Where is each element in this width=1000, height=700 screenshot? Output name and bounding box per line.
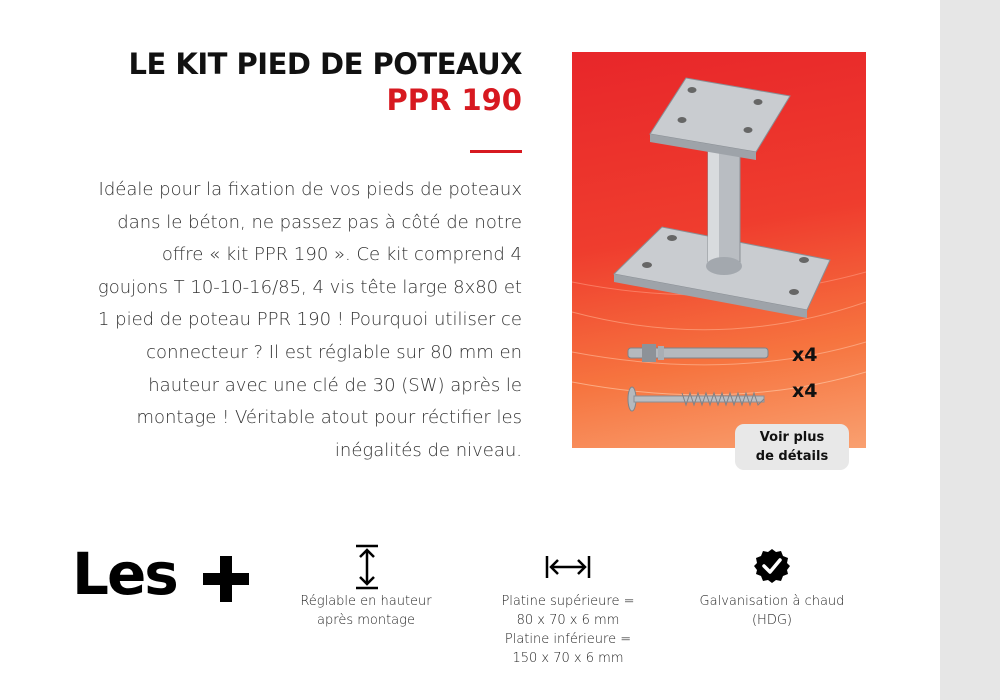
feature-line: Platine inférieure = [504, 632, 632, 647]
anchor-quantity: x4 [792, 344, 818, 366]
screw-quantity: x4 [792, 380, 818, 402]
page-title: LE KIT PIED DE POTEAUX [128, 47, 522, 81]
see-details-button[interactable] [735, 424, 849, 470]
feature-line: (HDG) [751, 613, 792, 628]
product-code: PPR 190 [386, 83, 522, 117]
feature-line: Galvanisation à chaud [699, 594, 845, 609]
plus-icon [203, 556, 249, 602]
post-base-illustration [572, 52, 866, 448]
title-block [129, 46, 523, 118]
side-strip [940, 0, 1000, 700]
see-details-label-line1: Voir plus [759, 430, 825, 445]
product-description: Idéale pour la fixation de vos pieds de poteaux dans le béton, ne passez pas à côté de notre offre « kit PPR 190 ». Ce kit comprend 4 goujons T 10-10-16/85, 4 vis tête large 8x80 et 1 pied de poteau PPR 190 ! Pourquoi utiliser ce connecteur ? Il est réglable sur 80 mm en hauteur avec une clé de 30 (SW) après le montage ! Véritable atout pour réctifier les inégalités de niveau. [97, 179, 522, 461]
product-image [572, 52, 866, 448]
vertical-arrows-icon [353, 544, 381, 590]
see-details-label-line2: de détails [755, 449, 829, 464]
title-divider [470, 150, 522, 153]
feature-hot-dip-galvanized [682, 592, 862, 630]
feature-height-adjustable [286, 592, 446, 630]
feature-line: après montage [317, 613, 415, 628]
advantages-heading: Les [72, 540, 177, 608]
feature-plate-dimensions [483, 592, 653, 668]
feature-line: 80 x 70 x 6 mm [516, 613, 620, 628]
feature-line: Platine supérieure = [501, 594, 635, 609]
check-badge-icon [754, 548, 790, 584]
horizontal-arrows-icon [545, 554, 591, 580]
feature-line: 150 x 70 x 6 mm [512, 651, 624, 666]
feature-line: Réglable en hauteur [300, 594, 432, 609]
